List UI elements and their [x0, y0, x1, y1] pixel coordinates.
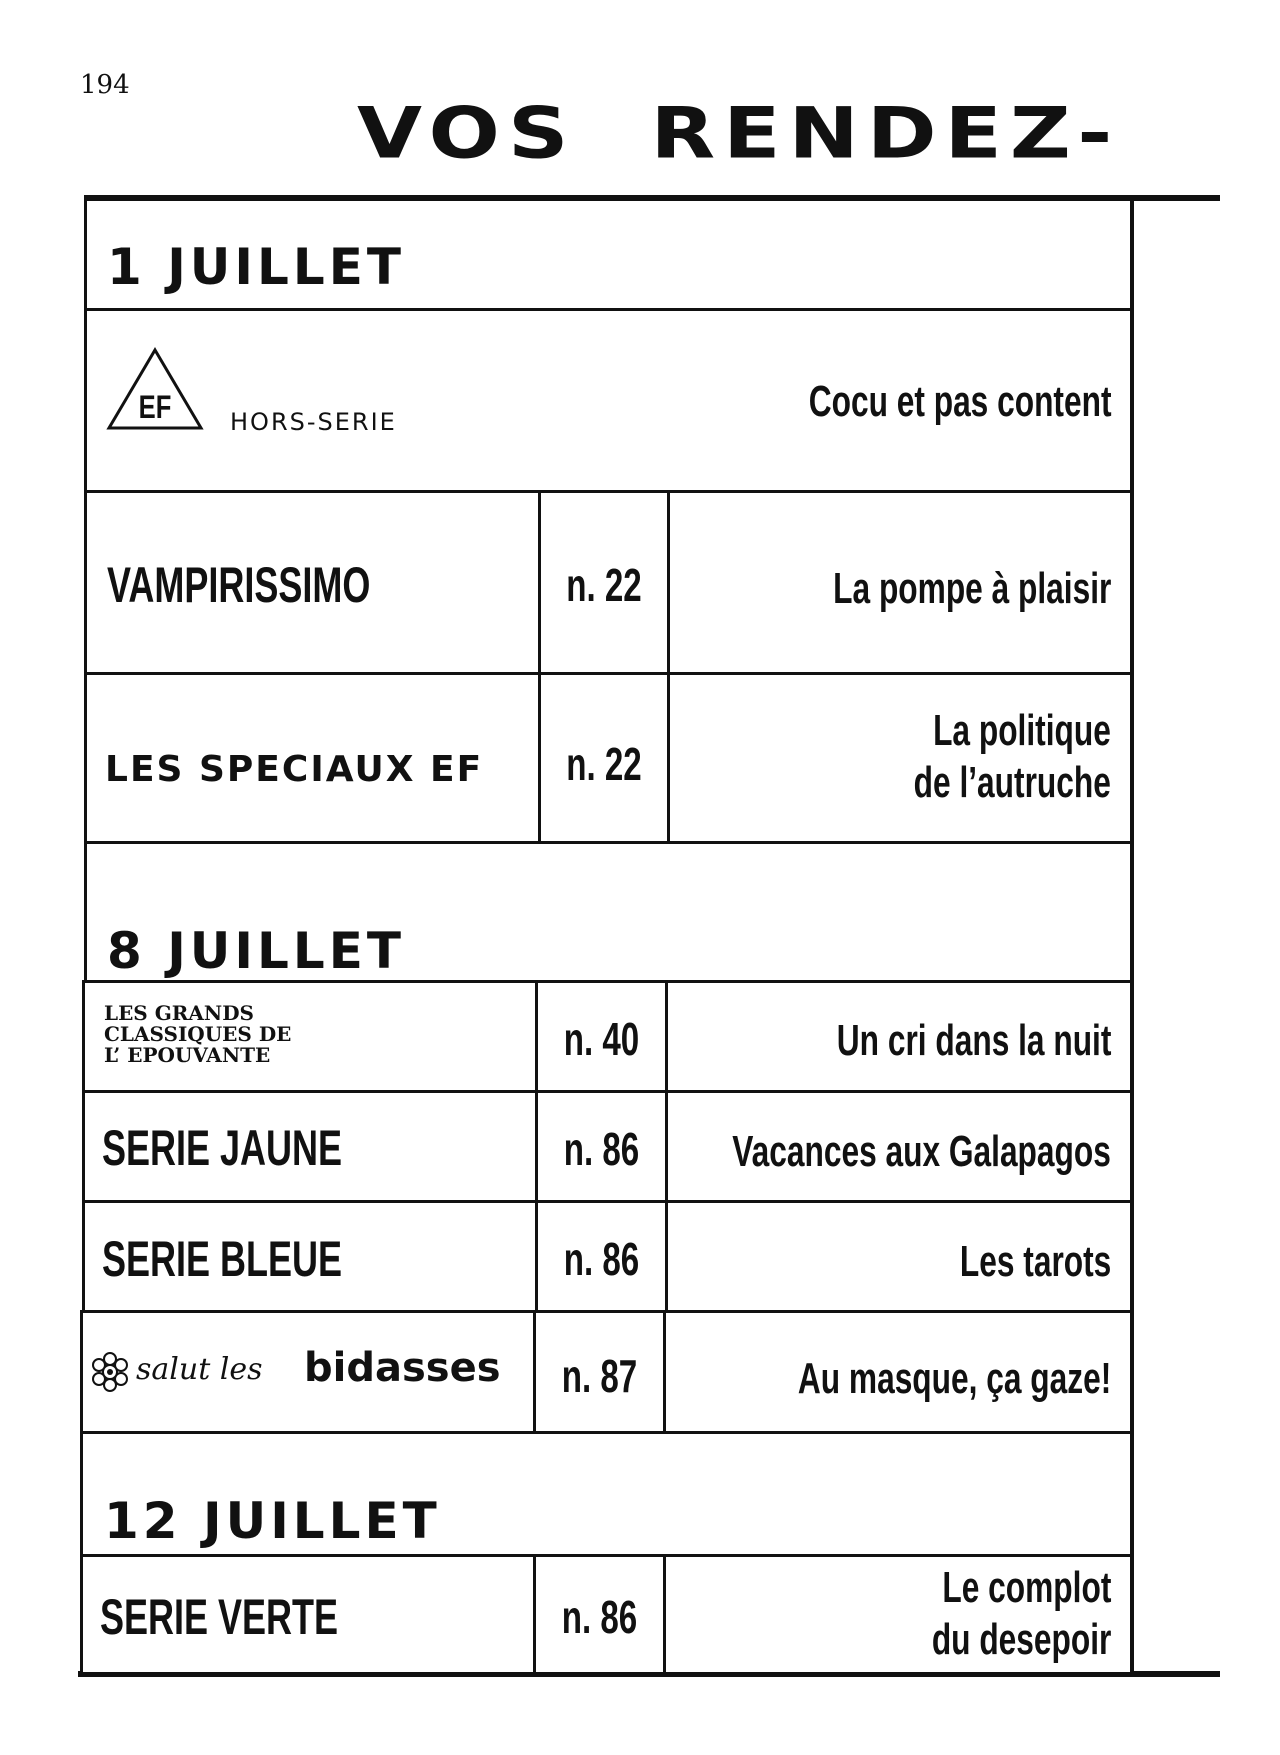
flower-logo-icon: [88, 1350, 132, 1394]
series-name: SERIE JAUNE: [102, 1120, 343, 1176]
ef-logo-text: EF: [138, 390, 172, 426]
hors-serie-label: HORS-SERIE: [230, 408, 397, 436]
ef-triangle-logo: [105, 346, 205, 434]
issue-number: n. 87: [561, 1350, 638, 1402]
issue-title: Cocu et pas content: [808, 377, 1111, 426]
issue-number: n. 86: [563, 1233, 640, 1285]
issue-number: n. 86: [561, 1591, 638, 1643]
issue-number: n. 86: [563, 1123, 640, 1175]
headline-word-1: VOS: [357, 92, 577, 175]
issue-number: n. 22: [566, 738, 642, 790]
headline-word-2: RENDEZ-: [650, 92, 1121, 175]
page-headline: [357, 92, 1121, 175]
issue-title: Le complot du desepoir: [931, 1563, 1111, 1664]
date-label: 8 JUILLET: [107, 922, 405, 980]
page-number: 194: [80, 70, 130, 100]
issue-title: Vacances aux Galapagos: [732, 1127, 1111, 1176]
issue-number: n. 40: [563, 1013, 640, 1065]
series-prefix: salut les: [136, 1352, 263, 1387]
issue-title: La pompe à plaisir: [832, 564, 1111, 613]
date-label: 12 JUILLET: [104, 1492, 441, 1550]
series-name: SERIE BLEUE: [102, 1231, 343, 1287]
series-name: LES GRANDS CLASSIQUES DE L’ EPOUVANTE: [104, 1001, 292, 1067]
issue-title: Un cri dans la nuit: [836, 1016, 1111, 1065]
series-name: VAMPIRISSIMO: [107, 557, 371, 613]
series-name: LES SPECIAUX EF: [105, 749, 484, 790]
issue-number: n. 22: [566, 559, 642, 611]
issue-title: Au masque, ça gaze!: [797, 1354, 1111, 1403]
series-name: bidasses: [304, 1345, 501, 1391]
issue-title: La politique de l’autruche: [913, 706, 1111, 807]
series-name: SERIE VERTE: [100, 1589, 339, 1645]
issue-title: Les tarots: [959, 1237, 1111, 1286]
date-label: 1 JUILLET: [107, 238, 405, 296]
